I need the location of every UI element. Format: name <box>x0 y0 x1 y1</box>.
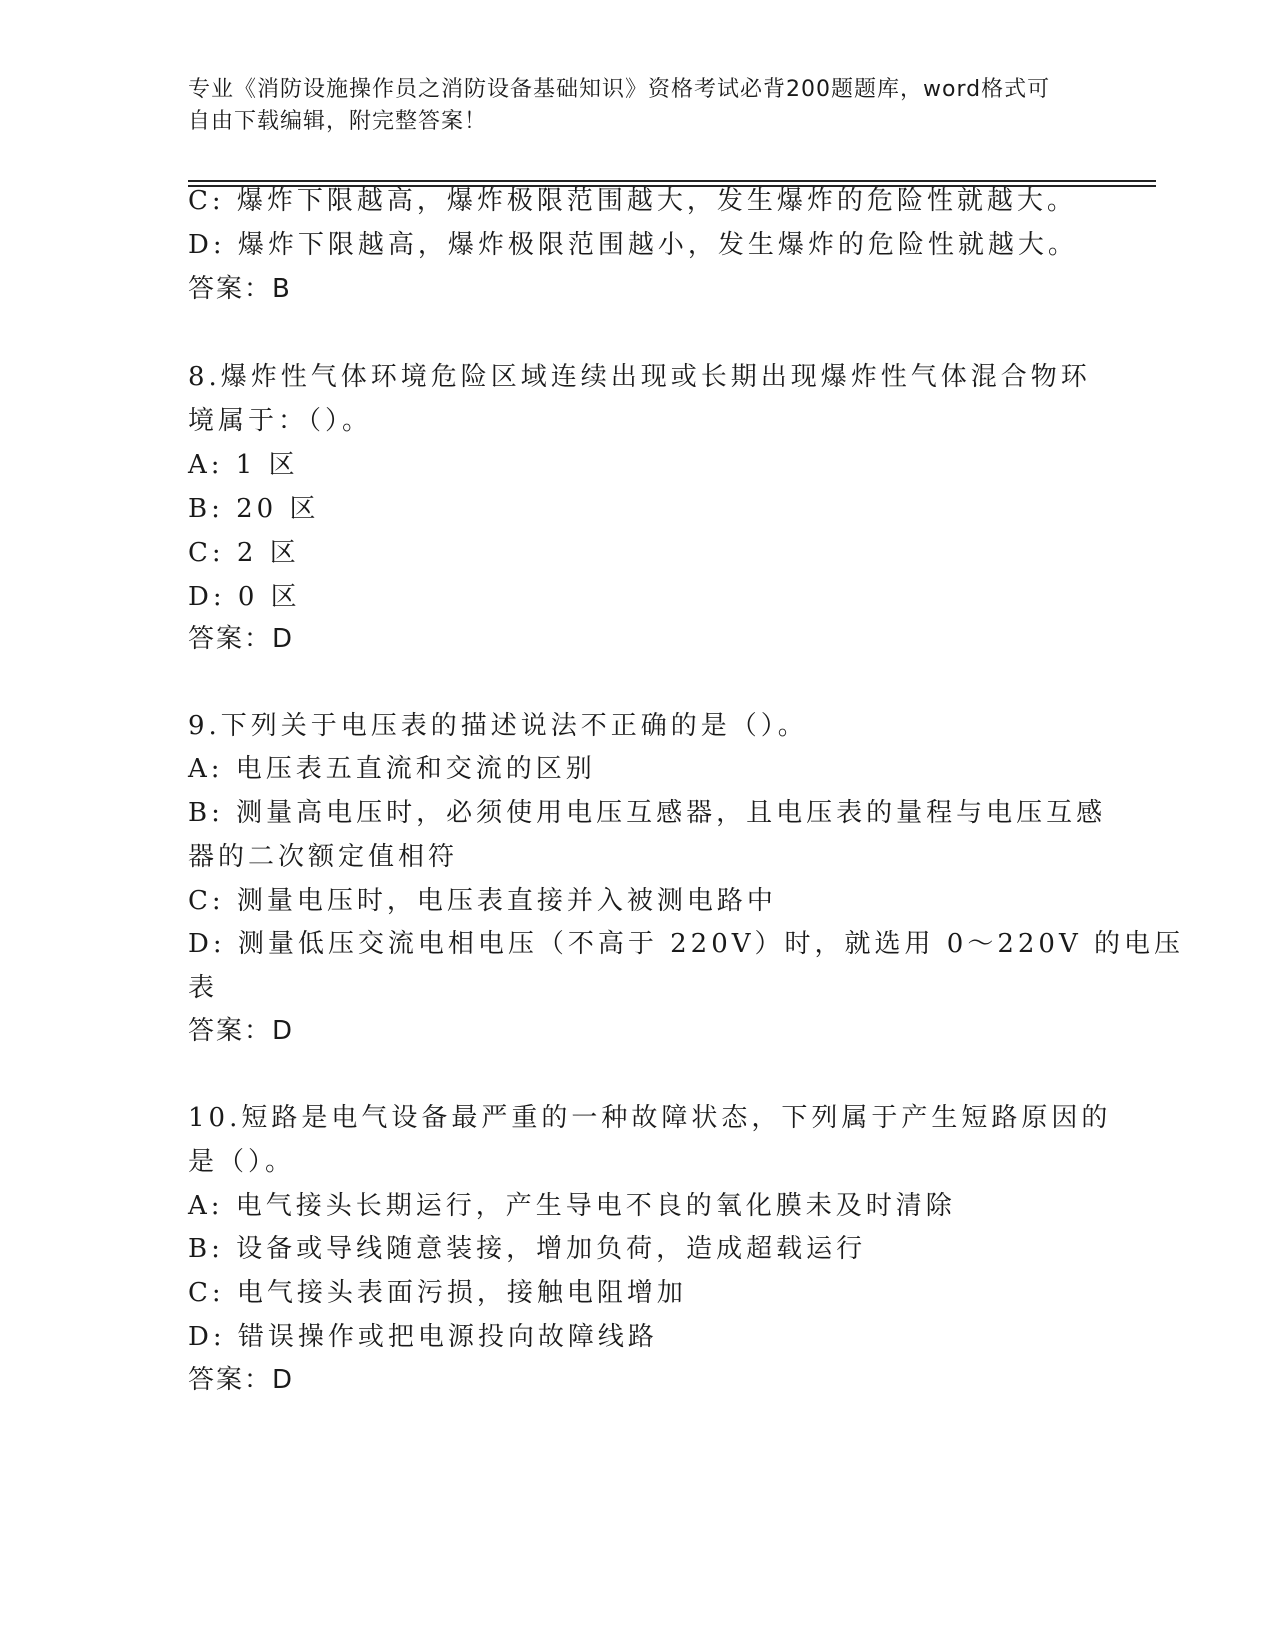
q9-option-a: A: 电压表五直流和交流的区别 <box>188 754 596 784</box>
q7-answer: 答案：B <box>188 274 292 304</box>
q8-stem-line-1: 8.爆炸性气体环境危险区域连续出现或长期出现爆炸性气体混合物环 <box>188 362 1091 392</box>
q10-option-d: D: 错误操作或把电源投向故障线路 <box>188 1322 658 1352</box>
q9-option-c: C: 测量电压时，电压表直接并入被测电路中 <box>188 886 777 916</box>
q9-option-b: B: 测量高电压时，必须使用电压互感器，且电压表的量程与电压互感 <box>188 798 1107 828</box>
q10-stem-line-2: 是（）。 <box>188 1147 296 1177</box>
q8-option-a: A: 1 区 <box>188 450 299 480</box>
q10-option-b: B: 设备或导线随意装接，增加负荷，造成超载运行 <box>188 1234 867 1264</box>
q10-option-a: A: 电气接头长期运行，产生导电不良的氧化膜未及时清除 <box>188 1191 956 1221</box>
q10-answer: 答案：D <box>188 1365 295 1395</box>
q10-option-c: C: 电气接头表面污损，接触电阻增加 <box>188 1278 687 1308</box>
q9-option-d: D: 测量低压交流电相电压（不高于 220V）时，就选用 0～220V 的电压 <box>188 929 1185 959</box>
q8-answer: 答案：D <box>188 624 295 654</box>
q7-option-d: D: 爆炸下限越高，爆炸极限范围越小，发生爆炸的危险性就越大。 <box>188 230 1078 260</box>
document-header: 专业《消防设施操作员之消防设备基础知识》资格考试必背200题题库，word格式可自由下载编辑，附完整答案！ <box>188 77 1051 134</box>
q8-option-c: C: 2 区 <box>188 538 300 568</box>
q9-option-b-continued: 器的二次额定值相符 <box>188 842 459 872</box>
q9-option-d-continued: 表 <box>188 973 219 1003</box>
header-rule-top <box>188 180 1156 182</box>
q9-answer: 答案：D <box>188 1016 295 1046</box>
q8-option-b: B: 20 区 <box>188 494 320 524</box>
q10-stem-line-1: 10.短路是电气设备最严重的一种故障状态，下列属于产生短路原因的 <box>188 1103 1112 1133</box>
q9-stem-line-1: 9.下列关于电压表的描述说法不正确的是（）。 <box>188 711 808 741</box>
q8-option-d: D: 0 区 <box>188 582 301 612</box>
q7-option-c: C: 爆炸下限越高，爆炸极限范围越大，发生爆炸的危险性就越大。 <box>188 186 1077 216</box>
q8-stem-line-2: 境属于：（）。 <box>188 406 373 436</box>
